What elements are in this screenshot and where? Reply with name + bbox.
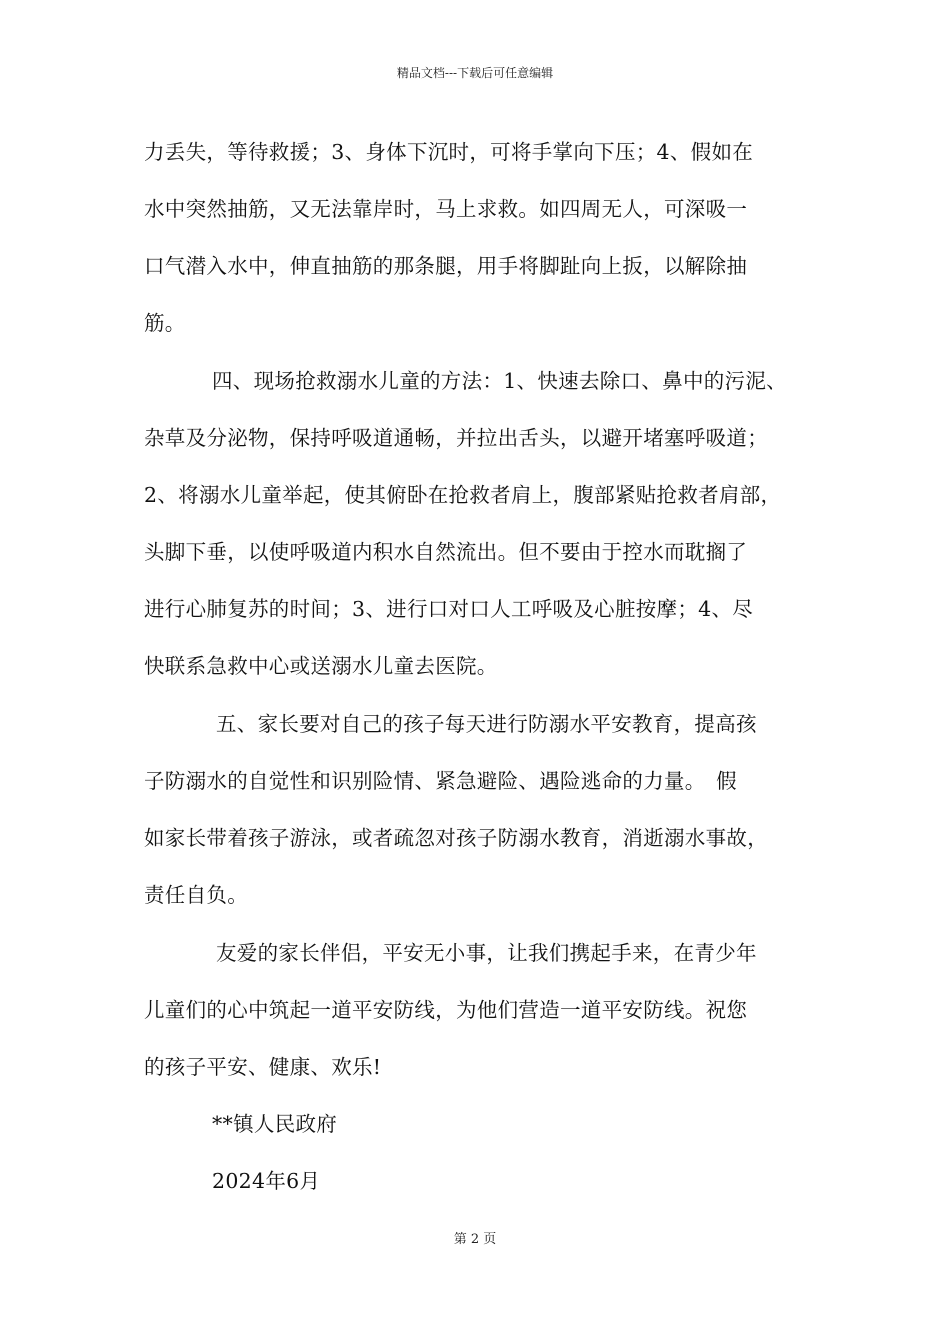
paragraph-1-line-1: 力丢失，等待救援；3、身体下沉时，可将手掌向下压；4、假如在 xyxy=(144,140,754,164)
page-number: 第 2 页 xyxy=(453,1232,497,1247)
paragraph-3-line-4: 责任自负。 xyxy=(144,883,248,907)
paragraph-2-line-3: 2、将溺水儿童举起，使其俯卧在抢救者肩上，腹部紧贴抢救者肩部， xyxy=(144,483,782,507)
signature-org: **镇人民政府 xyxy=(212,1112,338,1136)
paragraph-3-line-1: 五、家长要对自己的孩子每天进行防溺水平安教育，提高孩 xyxy=(216,712,757,736)
page-header: 精品文档---下载后可任意编辑 xyxy=(396,66,554,80)
paragraph-1-line-3: 口气潜入水中，伸直抽筋的那条腿，用手将脚趾向上扳，以解除抽 xyxy=(144,254,748,278)
paragraph-3-line-2: 子防溺水的自觉性和识别险情、紧急避险、遇险逃命的力量。 假 xyxy=(144,769,737,793)
paragraph-3-line-3: 如家长带着孩子游泳，或者疏忽对孩子防溺水教育，消逝溺水事故， xyxy=(144,826,768,850)
paragraph-2-line-6: 快联系急救中心或送溺水儿童去医院。 xyxy=(144,654,498,678)
paragraph-2-line-5: 进行心肺复苏的时间；3、进行口对口人工呼吸及心脏按摩；4、尽 xyxy=(144,597,754,621)
paragraph-4-line-3: 的孩子平安、健康、欢乐! xyxy=(144,1055,382,1079)
paragraph-2-line-2: 杂草及分泌物，保持呼吸道通畅，并拉出舌头，以避开堵塞呼吸道； xyxy=(144,426,768,450)
paragraph-4-line-1: 友爱的家长伴侣，平安无小事，让我们携起手来，在青少年 xyxy=(216,941,757,965)
paragraph-4-line-2: 儿童们的心中筑起一道平安防线，为他们营造一道平安防线。祝您 xyxy=(144,998,748,1022)
paragraph-1-line-2: 水中突然抽筋，又无法靠岸时，马上求救。如四周无人，可深吸一 xyxy=(144,197,748,221)
signature-date: 2024年6月 xyxy=(212,1169,321,1193)
paragraph-2-line-4: 头脚下垂，以使呼吸道内积水自然流出。但不要由于控水而耽搁了 xyxy=(144,540,748,564)
paragraph-2-line-1: 四、现场抢救溺水儿童的方法：1、快速去除口、鼻中的污泥、 xyxy=(212,369,787,393)
paragraph-1-line-4: 筋。 xyxy=(144,311,186,335)
